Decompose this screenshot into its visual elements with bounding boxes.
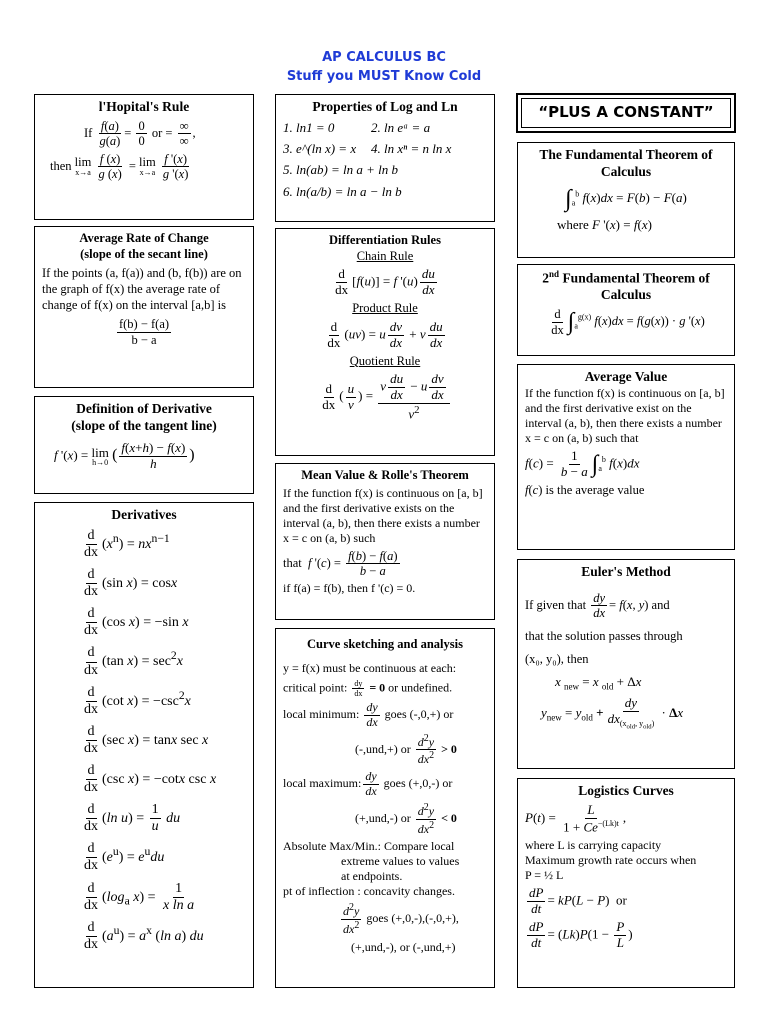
lim-sub: x→a bbox=[75, 167, 91, 177]
avg-value-foot: is the average value bbox=[545, 482, 645, 497]
logistic-l1: where L is carrying capacity bbox=[525, 838, 662, 853]
mvt-rolle: if f(a) = f(b), then f '(c) = 0. bbox=[283, 581, 416, 596]
curve-l9: at endpoints. bbox=[341, 869, 403, 884]
avg-rate-text: If the points (a, f(a)) and (b, f(b)) are on the graph of f(x) the average rate of change of f(x) on the interval [a,b] is bbox=[42, 266, 242, 312]
derivatives-box: Derivatives $\frac{d}{dx}$ $(x^n) = nx^{n-1}$ $\frac{d}{dx}$ (sin x) = cosx $\frac{d}{dx}$ (cos x) = −sin x $\frac{d}{dx}$ (tan $x) = \sec^2x$ $\frac{d}{dx}$ (cot $x) = -\csc^2x$ $\frac{d}{dx}$ (sec x) = tanx sec x $\frac{d}{dx}$ (csc x) = −cotx csc x $\frac{d}{dx}$ (ln u) = $\frac{1}{u}$ du $\frac{d}{dx}$ $(e^u) = e^udu$ $\frac{d}{dx}$ ($\log_a$ x) = $\frac{1}{\text{x ln a}}$ $\frac{d}{dx}$ $(a^u) = a^x$ (ln a) du bbox=[34, 502, 254, 988]
local-max-label: local maximum: bbox=[283, 776, 362, 791]
log-prop-4: 4. ln xⁿ = n ln x bbox=[371, 141, 452, 157]
diff-rules-title: Differentiation Rules bbox=[329, 233, 441, 247]
local-min-pattern: goes (-,0,+) or bbox=[384, 707, 454, 722]
lhopital-or: or = bbox=[151, 125, 173, 140]
derivatives-title: Derivatives bbox=[111, 507, 177, 522]
local-max-pattern: goes (+,0,-) or bbox=[383, 776, 453, 791]
chain-rule-label: Chain Rule bbox=[356, 248, 414, 263]
mvt-text: If the function f(x) is continuous on [a, b] and the first derivative exists on the interval (a, b), then there exists a number x = c on (a, b) such bbox=[283, 485, 483, 545]
curve-l12: (+,und,-), or (-,und,+) bbox=[351, 939, 456, 954]
logistic-l3: P = ½ L bbox=[525, 868, 564, 883]
plus-constant-box bbox=[516, 93, 736, 133]
ftc2-title: Fundamental Theorem of Calculus bbox=[562, 270, 710, 303]
euler-l3: (x₀, y₀), then bbox=[525, 652, 589, 667]
avg-rate-num: f(b) − f(a) bbox=[118, 317, 170, 332]
euler-l2: that the solution passes through bbox=[525, 628, 683, 643]
log-props-title: Properties of Log and Ln bbox=[312, 99, 458, 114]
euler-box: Euler's Method If given that $\frac{dy}{dx}$ = f(x, y) and that the solution passes through (x₀, y₀), then x $_{new}$ = x $_{old}$ + Δx $y_{new} = y_{old}$ + $\frac{dy}{dx_{(x_{old}, y_{old})}}$ · Δx bbox=[517, 559, 735, 769]
log-prop-3: 3. e^(ln x) = x bbox=[283, 141, 357, 157]
ftc-box: The Fundamental Theorem of Calculus $\int_a^b$ f(x)dx = F(b) − F(a) where F '(x) = f(x) bbox=[517, 142, 735, 258]
avg-value-box: Average Value If the function f(x) is continuous on [a, b] and the first derivative exist on the interval (a, b), then there exists a number x = c on (a, b) such that f(c) = $\frac{1}{b - a}$ $\int_a^b$ f(x)dx f(c) is the average value bbox=[517, 364, 735, 550]
euler-and: and bbox=[651, 597, 670, 612]
mvt-that: that bbox=[283, 555, 302, 570]
header-line-1: AP CALCULUS BC bbox=[322, 50, 446, 65]
curve-l10: pt of inflection : concavity changes. bbox=[283, 884, 455, 899]
curve-l8: extreme values to values bbox=[341, 854, 460, 869]
logistic-box: Logistics Curves P(t) = $\frac{L}{1 + Ce^{-(Lk)t}}$ , where L is carrying capacity Maximum growth rate occurs when P = ½ L $\frac{dP}{dt}$ = kP(L − P) or $\frac{dP}{dt}$ = (Lk)P(1 − $\frac{P}{L}$ ) bbox=[517, 778, 735, 988]
curve-l1: y = f(x) must be continuous at each: bbox=[283, 660, 457, 675]
log-prop-5: 5. ln(ab) = ln a + ln b bbox=[283, 162, 399, 178]
log-prop-1: 1. ln1 = 0 bbox=[283, 119, 335, 135]
avg-rate-den: b − a bbox=[131, 332, 157, 347]
ftc2-num: 2 bbox=[542, 270, 550, 286]
critical-point-label: critical point: bbox=[283, 680, 348, 695]
local-min-label: local minimum: bbox=[283, 707, 360, 722]
curve-box: Curve sketching and analysis y = f(x) must be continuous at each: critical point: $\frac{dy}{dx}$ = 0 or undefined. local minimum: $\frac{dy}{dx}$ goes (-,0,+) or (-,und,+) or $\frac{d^2y}{dx^2}$ > 0 local maximum: $\frac{dy}{dx}$ goes (+,0,-) or (+,und,-) or $\frac{d^2y}{dx^2}$ < 0 Absolute Max/Min.: Compare local extreme values to values at endpoints. pt of inflection : concavity changes. $\frac{d^2y}{dx^2}$ goes (+,0,-),(-,0,+), (+,und,-), or (-,und,+) bbox=[275, 628, 495, 988]
curve-title: Curve sketching and analysis bbox=[307, 637, 463, 651]
lhopital-box: l'Hopital's Rule If $\frac{f(a)}{g(a)}$ = $\frac{0}{0}$ or = $\frac{\infty}{\infty}$ , then lim x→a $\frac{f (x)}{g (x)}$ = lim x→a $\frac{f '(x)}{g '(x)}$ bbox=[34, 94, 254, 220]
log-prop-6: 6. ln(a/b) = ln a − ln b bbox=[283, 183, 402, 199]
log-props-box bbox=[275, 94, 495, 222]
euler-l1a: If given that bbox=[525, 597, 587, 612]
diff-rules-box: Differentiation Rules Chain Rule $\frac{d}{dx}$ [f(u)] = f '(u) $\frac{du}{dx}$ Product Rule $\frac{d}{dx}$ (uv) = u $\frac{dv}{dx}$ + v $\frac{du}{dx}$ Quotient Rule $\frac{d}{dx}$ ( $\frac{u}{v}$ ) = v $\frac{du}{dx}$ − u $\frac{dv}{dx}$ $v^2$ bbox=[275, 228, 495, 456]
logistic-or: or bbox=[615, 892, 627, 908]
avg-rate-title-2: (slope of the secant line) bbox=[80, 246, 208, 261]
ftc2-sup: nd bbox=[549, 269, 560, 279]
logistic-title: Logistics Curves bbox=[578, 783, 674, 798]
mvt-title: Mean Value & Rolle's Theorem bbox=[301, 468, 469, 482]
critical-point-tail: or undefined. bbox=[388, 680, 453, 695]
avg-value-text: If the function f(x) is continuous on [a, b] and the first derivative exist on the interval (a, b), then there exists a number x = c on (a, b) such that bbox=[525, 385, 725, 445]
local-max-und: (+,und,-) or bbox=[355, 810, 411, 825]
avg-value-title: Average Value bbox=[584, 369, 668, 384]
def-deriv-title-2: (slope of the tangent line) bbox=[71, 417, 217, 433]
local-min-und: (-,und,+) or bbox=[355, 741, 411, 756]
logistic-l2: Maximum growth rate occurs when bbox=[525, 853, 697, 868]
ftc-where: where bbox=[557, 216, 589, 232]
product-rule-label: Product Rule bbox=[352, 301, 418, 316]
avg-rate-title-1: Average Rate of Change bbox=[79, 231, 209, 245]
euler-title: Euler's Method bbox=[581, 564, 671, 579]
log-prop-2: 2. ln eᵃ = a bbox=[371, 119, 431, 135]
curve-l7: Absolute Max/Min.: Compare local bbox=[283, 839, 455, 854]
avg-rate-box bbox=[34, 226, 254, 388]
inflection-pattern: goes (+,0,-),(-,0,+), bbox=[366, 911, 459, 926]
lhopital-if: If bbox=[84, 125, 93, 140]
def-deriv-box: Definition of Derivative (slope of the tangent line) f '(x) = lim h→0 ( $\frac{f(x+h) - f(x)}{h}$ ) bbox=[34, 396, 254, 494]
quotient-rule-label: Quotient Rule bbox=[349, 353, 421, 368]
lhopital-then: then bbox=[50, 158, 72, 173]
plus-constant-label: “PLUS A CONSTANT” bbox=[521, 98, 731, 128]
lhopital-title: l'Hopital's Rule bbox=[98, 99, 190, 114]
header-line-2: Stuff you MUST Know Cold bbox=[286, 69, 482, 84]
ftc-title: The Fundamental Theorem of Calculus bbox=[539, 147, 713, 179]
lim-label: lim bbox=[74, 155, 92, 170]
mvt-box: Mean Value & Rolle's Theorem If the function f(x) is continuous on [a, b] and the first derivative exists on the interval (a, b), then there exists a number x = c on (a, b) such that f '(c) = $\frac{f(b) - f(a)}{b - a}$ if f(a) = f(b), then f '(c) = 0. bbox=[275, 463, 495, 620]
ftc2-box: 2nd Fundamental Theorem of Calculus $\frac{d}{dx}$ $\int_a^{g(x)}$ f(x)dx = f(g(x)) · g '(x) bbox=[517, 264, 735, 356]
def-deriv-title-1: Definition of Derivative bbox=[76, 401, 212, 416]
